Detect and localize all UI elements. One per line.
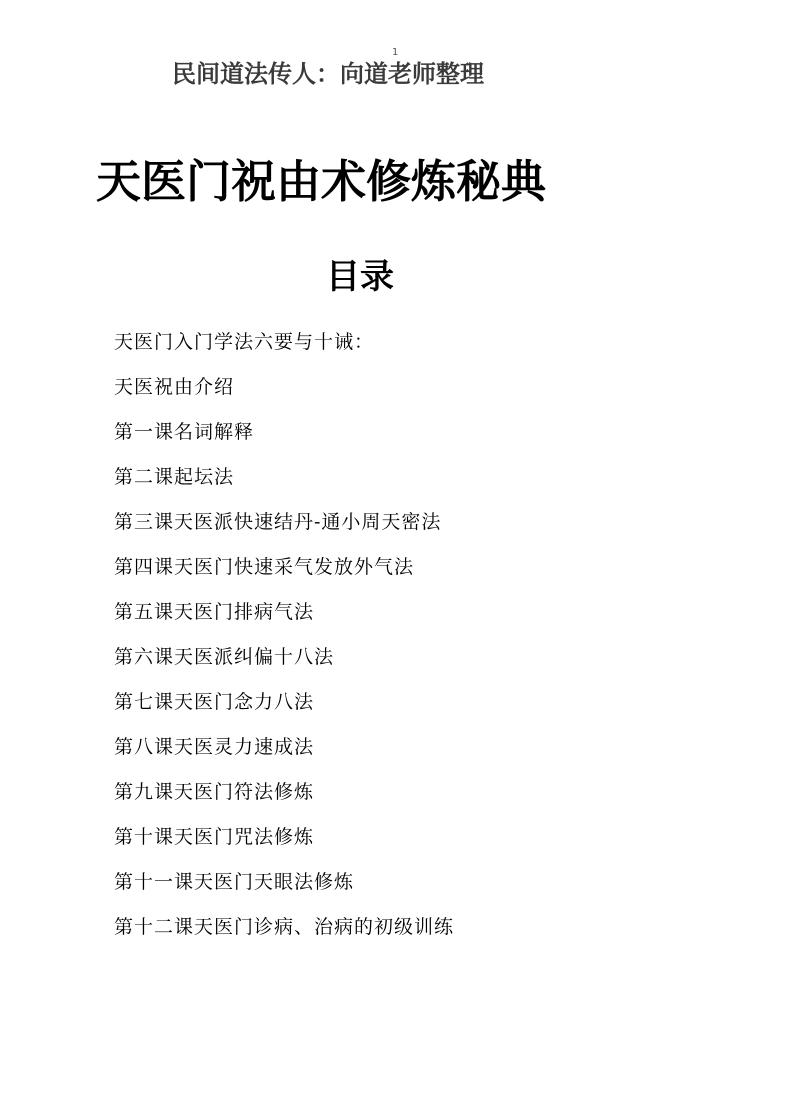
toc-item: 第三课天医派快速结丹-通小周天密法 [114,511,442,533]
page-mark: 1 [392,47,399,58]
toc-item: 第十一课天医门天眼法修炼 [114,871,355,893]
toc-item: 第四课天医门快速采气发放外气法 [114,556,415,578]
toc-item: 第五课天医门排病气法 [114,601,315,623]
toc-item: 第七课天医门念力八法 [114,691,315,713]
toc-item: 第一课名词解释 [114,421,255,443]
toc-item: 第十课天医门咒法修炼 [114,826,315,848]
toc-heading: 目录 [326,257,394,297]
toc-item: 第六课天医派纠偏十八法 [114,646,335,668]
toc-item: 天医祝由介绍 [114,376,235,398]
table-of-contents [114,328,454,958]
toc-item: 第八课天医灵力速成法 [114,736,315,758]
toc-item: 天医门入门学法六要与十诫： [114,331,375,353]
toc-item: 第九课天医门符法修炼 [114,781,315,803]
compiler-line: 民间道法传人：向道老师整理 [172,60,484,88]
toc-item: 第十二课天医门诊病、治病的初级训练 [114,916,455,938]
toc-item: 第二课起坛法 [114,466,235,488]
book-title: 天医门祝由术修炼秘典 [96,155,547,208]
